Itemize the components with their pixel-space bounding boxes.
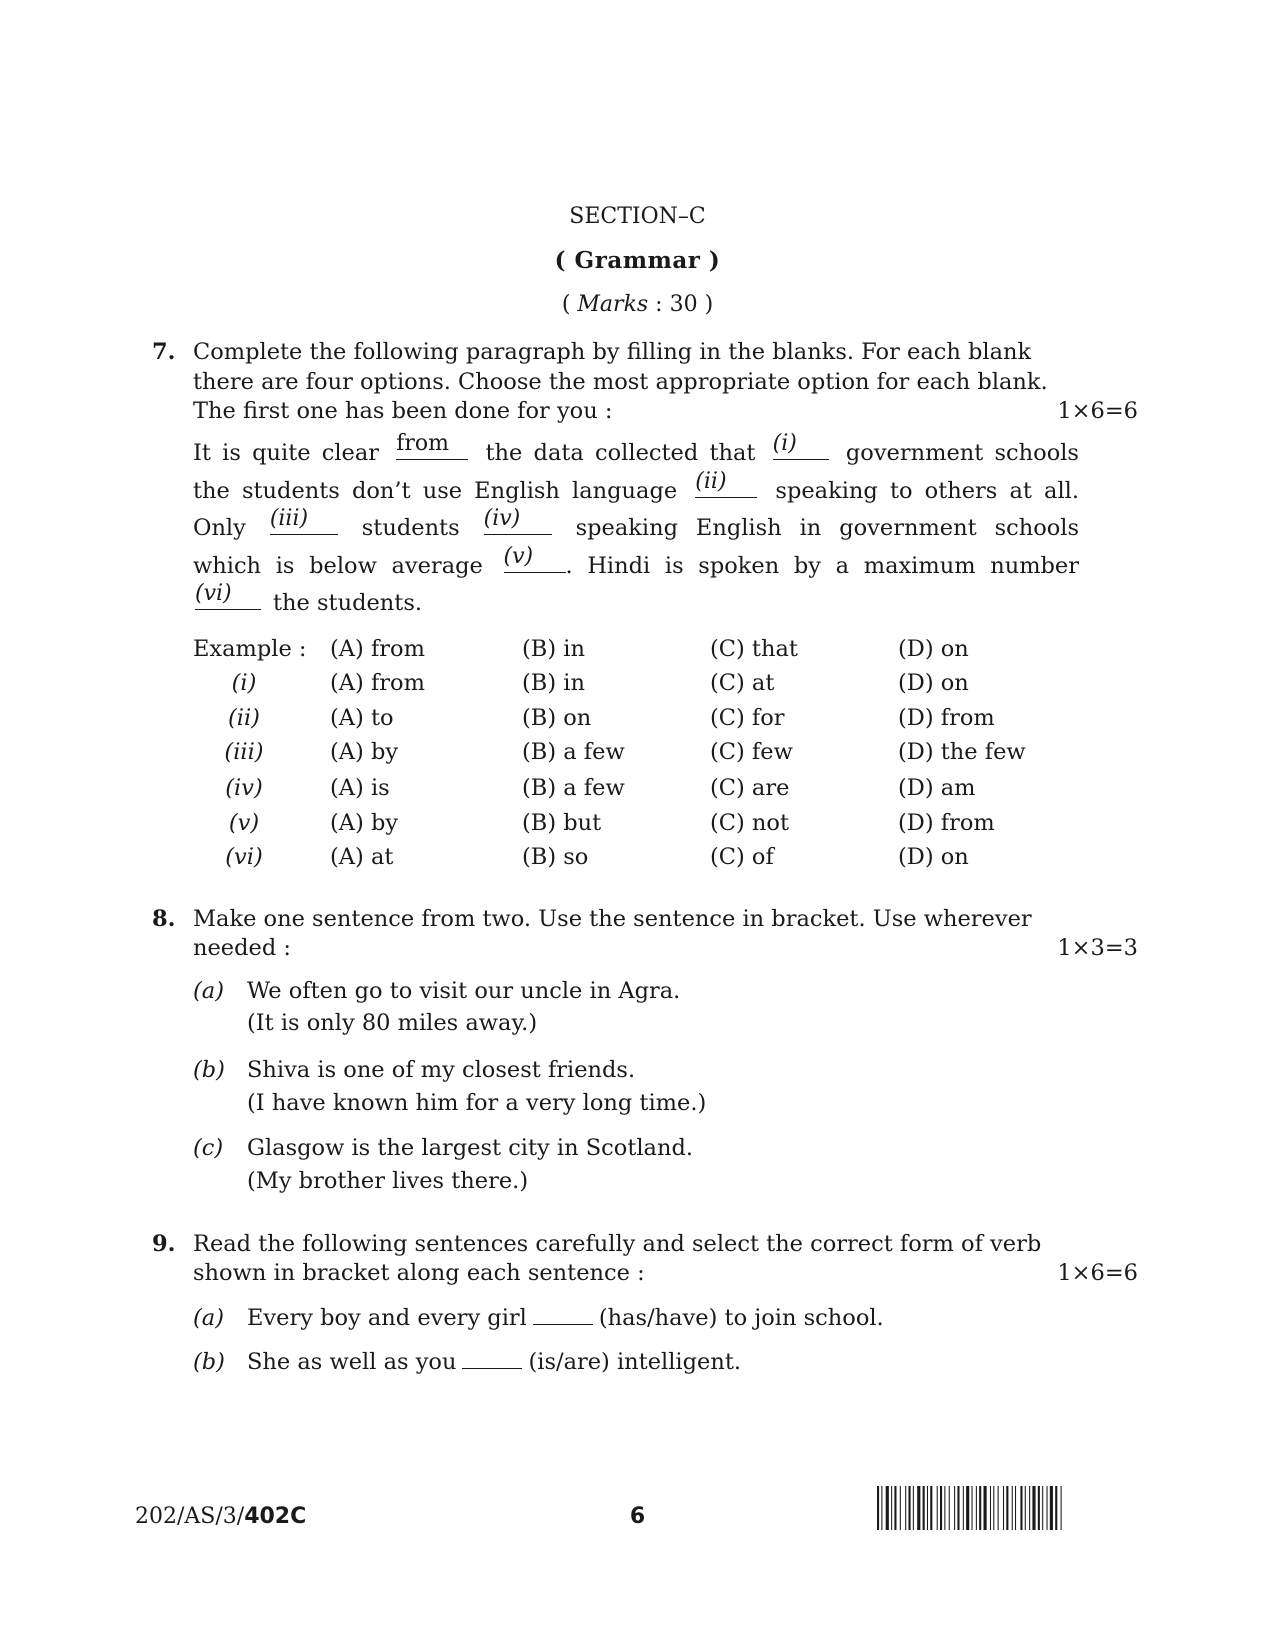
question-number: 9. (152, 1231, 176, 1257)
paragraph-line: (vi) the students. (195, 581, 423, 616)
option-d: (D) am (898, 775, 976, 801)
sub-question-label: (a) (193, 978, 224, 1004)
question-instruction-line: Read the following sentences carefully and select the correct form of verb (193, 1231, 1042, 1257)
paragraph-line: It is quite clear from the data collected that (i) government schools (193, 431, 1079, 466)
section-marks: ( Marks : 30 ) (561, 292, 714, 317)
question-instruction-line: The first one has been done for you : (193, 398, 613, 424)
option-a: (A) by (330, 810, 399, 836)
answer-blank: (i) (773, 437, 829, 460)
sub-question-hint: (My brother lives there.) (247, 1168, 529, 1194)
option-d: (D) from (898, 810, 995, 836)
sub-question-text: We often go to visit our uncle in Agra. (247, 978, 681, 1004)
option-c: (C) for (710, 705, 785, 731)
sub-question-label: (a) (193, 1305, 224, 1331)
option-b: (B) on (522, 705, 592, 731)
question-instruction-line: shown in bracket along each sentence : (193, 1260, 645, 1286)
option-c: (C) at (710, 670, 775, 696)
option-b: (B) so (522, 844, 589, 870)
option-d: (D) on (898, 844, 969, 870)
option-b: (B) a few (522, 739, 625, 765)
option-b: (B) but (522, 810, 602, 836)
option-c: (C) are (710, 775, 790, 801)
option-d: (D) on (898, 670, 969, 696)
sub-question-label: (b) (193, 1349, 225, 1375)
option-c: (C) of (710, 844, 774, 870)
sub-question-text: Shiva is one of my closest friends. (247, 1057, 636, 1083)
option-row (193, 773, 1093, 807)
option-row-label: Example : (193, 636, 307, 662)
answer-blank: (vi) (195, 587, 261, 610)
sub-question-text: Every boy and every girl (has/have) to join school. (247, 1305, 884, 1331)
option-a: (A) from (330, 636, 425, 662)
option-d: (D) the few (898, 739, 1026, 765)
answer-blank (533, 1304, 593, 1325)
paper-code: 202/AS/3/402C (135, 1504, 307, 1529)
question-marks: 1×6=6 (1057, 1260, 1138, 1286)
sub-question-label: (b) (193, 1057, 225, 1083)
question-instruction-line: there are four options. Choose the most appropriate option for each blank. (193, 369, 1048, 395)
page-number: 6 (629, 1504, 646, 1529)
question-number: 7. (152, 339, 176, 365)
sub-question-label: (c) (193, 1135, 224, 1161)
question-marks: 1×3=3 (1057, 935, 1138, 961)
section-subtitle: ( Grammar ) (554, 247, 721, 274)
paragraph-line: which is below average (v) . Hindi is spoken by a maximum number (193, 544, 1079, 579)
option-c: (C) not (710, 810, 790, 836)
option-d: (D) from (898, 705, 995, 731)
answer-blank: from (396, 437, 468, 460)
sub-question-text: She as well as you (is/are) intelligent. (247, 1349, 742, 1375)
option-row (193, 808, 1093, 842)
option-row-label: (iv) (225, 775, 263, 801)
option-b: (B) in (522, 670, 585, 696)
option-row-label: (i) (231, 670, 257, 696)
answer-blank: (iv) (484, 512, 552, 535)
answer-blank: (v) (504, 550, 566, 573)
answer-blank (462, 1348, 522, 1369)
option-a: (A) to (330, 705, 394, 731)
option-b: (B) a few (522, 775, 625, 801)
section-title: SECTION–C (569, 204, 706, 229)
option-c: (C) few (710, 739, 793, 765)
question-number: 8. (152, 906, 176, 932)
option-a: (A) is (330, 775, 390, 801)
option-row-label: (iii) (224, 739, 264, 765)
option-a: (A) by (330, 739, 399, 765)
barcode-icon (877, 1486, 1138, 1530)
option-row (193, 842, 1093, 876)
option-b: (B) in (522, 636, 585, 662)
answer-blank: (iii) (270, 512, 338, 535)
option-d: (D) on (898, 636, 969, 662)
option-row-example (193, 634, 1093, 668)
answer-blank: (ii) (695, 475, 757, 498)
option-row (193, 668, 1093, 702)
option-c: (C) that (710, 636, 798, 662)
question-instruction-line: Make one sentence from two. Use the sentence in bracket. Use wherever (193, 906, 1032, 932)
question-instruction-line: needed : (193, 935, 291, 961)
option-a: (A) from (330, 670, 425, 696)
question-instruction-line: Complete the following paragraph by filling in the blanks. For each blank (193, 339, 1032, 365)
paragraph-line: the students don’t use English language (ii) speaking to others at all. (193, 469, 1079, 504)
option-row (193, 703, 1093, 737)
option-row-label: (ii) (228, 705, 260, 731)
sub-question-hint: (I have known him for a very long time.) (247, 1090, 707, 1116)
option-row (193, 737, 1093, 771)
option-a: (A) at (330, 844, 394, 870)
question-marks: 1×6=6 (1057, 398, 1138, 424)
option-row-label: (vi) (225, 844, 263, 870)
option-row-label: (v) (228, 810, 260, 836)
paragraph-line: Only (iii) students (iv) speaking English in government schools (193, 506, 1080, 541)
sub-question-text: Glasgow is the largest city in Scotland. (247, 1135, 694, 1161)
sub-question-hint: (It is only 80 miles away.) (247, 1010, 538, 1036)
